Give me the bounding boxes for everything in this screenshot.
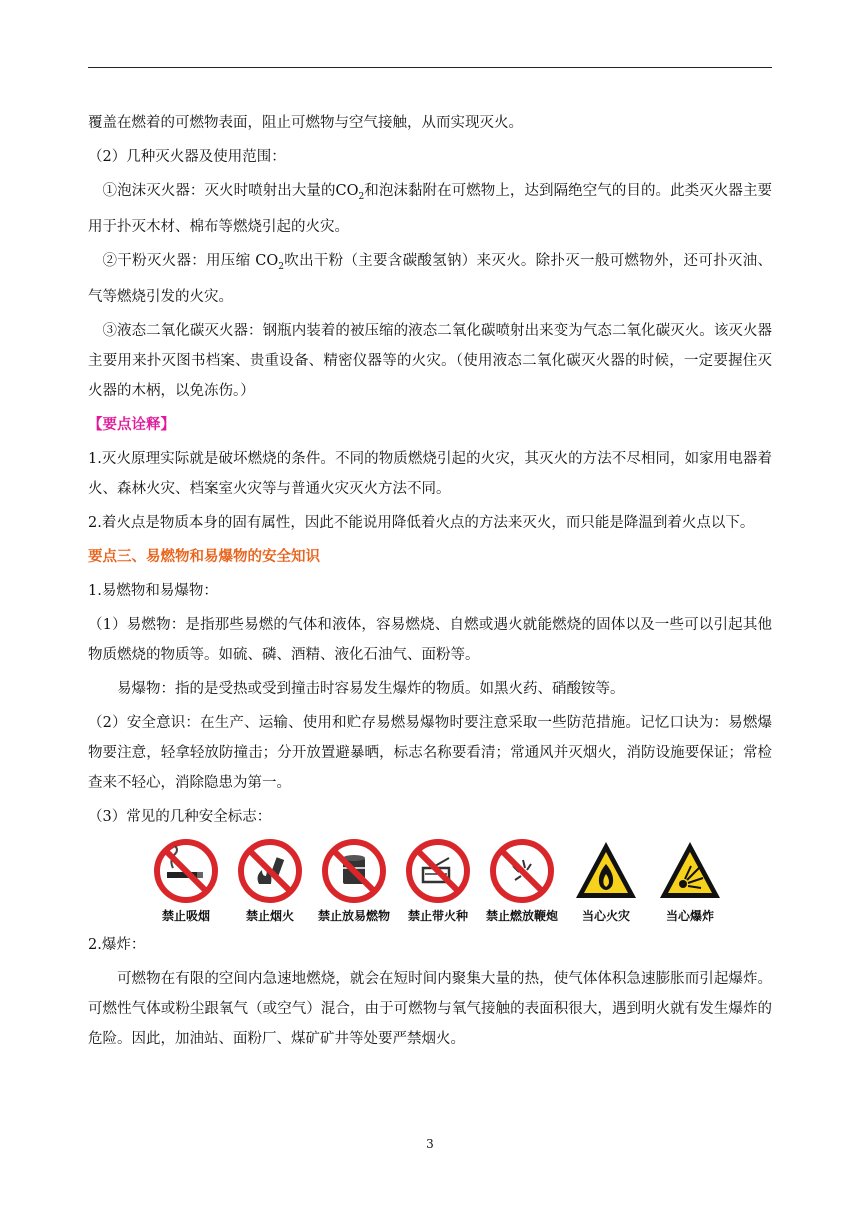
sign-label: 禁止放易燃物 (317, 908, 390, 923)
section-heading-key-points: 【要点诠释】 (88, 415, 175, 433)
paragraph: （2）安全意识：在生产、运输、使用和贮存易燃易爆物时要注意采取一些防范措施。记忆口诀为：易燃爆物要注意，轻拿轻放防撞击；分开放置避暴晒，标志名称要看清；常通风并灭烟火，消防设施要保证；常检查来不轻心，消除隐患为第一。 (88, 714, 772, 791)
explosion-warning-sign-icon (657, 838, 723, 904)
no-flammables-sign-icon (321, 838, 387, 904)
paragraph: 2.爆炸： (88, 936, 146, 953)
paragraph-co2-extinguisher: ③液态二氧化碳灭火器：钢瓶内装着的被压缩的液态二氧化碳喷射出来变为气态二氧化碳灭火。该灭火器主要用来扑灭图书档案、贵重设备、精密仪器等的火灾。（使用液态二氧化碳灭火器的时候，一定要握住灭火器的木柄，以免冻伤。） (88, 322, 772, 399)
no-smoking-sign-icon (153, 838, 219, 904)
header-rule (88, 67, 772, 68)
paragraph: 易爆物：指的是受热或受到撞击时容易发生爆炸的物质。如黑火药、硝酸铵等。 (117, 680, 625, 697)
paragraph: （1）易燃物：是指那些易燃的气体和液体，容易燃烧、自燃或遇火就能燃烧的固体以及一些可以引起其他物质燃烧的物质等。如硫、磷、酒精、液化石油气、面粉等。 (88, 616, 772, 663)
section-heading-point-three: 要点三、易燃物和易爆物的安全知识 (88, 547, 320, 565)
page-number: 3 (426, 1137, 434, 1151)
no-fire-sign-icon (237, 838, 303, 904)
fire-warning-sign-icon (573, 838, 639, 904)
document-body (88, 108, 772, 1058)
sign-label: 当心爆炸 (665, 908, 714, 923)
safety-sign (148, 838, 224, 924)
paragraph-foam-extinguisher: ①泡沫灭火器：灭火时喷射出大量的$CO_2$和泡沫黏附在可燃物上，达到隔绝空气的目的。此类灭火器主要用于扑灭木材、棉布等燃烧引起的火灾。 (88, 183, 773, 235)
no-matches-sign-icon (405, 838, 471, 904)
paragraph: 覆盖在燃着的可燃物表面，阻止可燃物与空气接触，从而实现灭火。 (88, 115, 523, 131)
safety-sign (316, 838, 392, 924)
paragraph: （2）几种灭火器及使用范围： (88, 149, 286, 165)
paragraph: 可燃物在有限的空间内急速地燃烧，就会在短时间内聚集大量的热，使气体体积急速膨胀而引起爆炸。可燃性气体或粉尘跟氧气（或空气）混合，由于可燃物与氧气接触的表面积很大，遇到明火就有发生爆炸的危险。因此，加油站、面粉厂、煤矿矿井等处要严禁烟火。 (88, 970, 772, 1047)
sign-label: 禁止吸烟 (161, 908, 210, 923)
paragraph: 2.着火点是物质本身的固有属性，因此不能说用降低着火点的方法来灭火，而只能是降温到着火点以下。 (88, 514, 755, 531)
safety-signs-row (148, 838, 728, 924)
safety-sign (484, 838, 560, 924)
paragraph-powder-extinguisher: ②干粉灭火器：用压缩 $CO_2$吹出干粉（主要含碳酸氢钠）来灭火。除扑灭一般可燃物外，还可扑灭油、气等燃烧引发的火灾。 (88, 252, 773, 305)
sign-label: 禁止带火种 (407, 908, 468, 923)
safety-sign (568, 838, 644, 924)
paragraph: （3）常见的几种安全标志： (88, 808, 272, 825)
paragraph: 1.灭火原理实际就是破坏燃烧的条件。不同的物质燃烧引起的火灾，其灭火的方法不尽相同，如家用电器着火、森林火灾、档案室火灾等与普通火灾灭火方法不同。 (88, 450, 772, 497)
paragraph: 1.易燃物和易爆物： (88, 582, 218, 599)
sign-label: 当心火灾 (581, 908, 630, 923)
safety-sign (232, 838, 308, 924)
safety-sign (400, 838, 476, 924)
safety-sign (652, 838, 728, 924)
sign-label: 禁止烟火 (245, 908, 294, 923)
no-firecrackers-sign-icon (489, 838, 555, 904)
sign-label: 禁止燃放鞭炮 (485, 908, 558, 923)
